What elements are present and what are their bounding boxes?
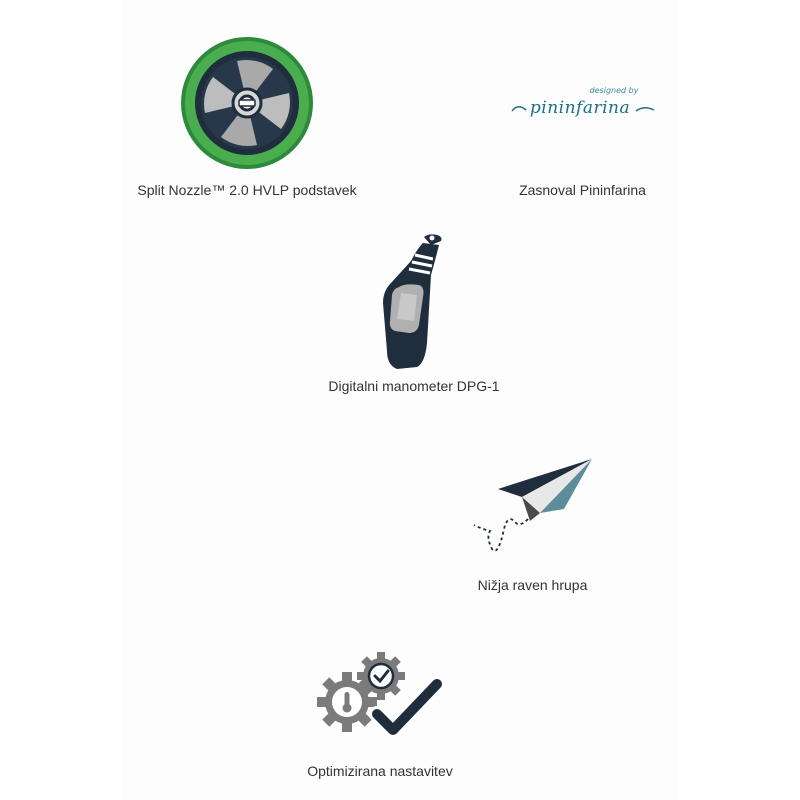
svg-text:pininfarina: pininfarina	[529, 97, 630, 118]
svg-text:designed by: designed by	[589, 85, 638, 95]
pininfarina-logo	[470, 30, 695, 175]
feature-label: Nižja raven hrupa	[477, 577, 588, 593]
feature-split-nozzle	[122, 30, 372, 199]
gears-check-icon	[255, 644, 505, 744]
feature-label: Optimizirana nastavitev	[307, 763, 453, 779]
feature-label: Zasnoval Pininfarina	[519, 182, 646, 198]
feature-pininfarina	[470, 30, 695, 199]
digital-gauge-icon	[289, 228, 539, 373]
feature-optimized-settings	[255, 644, 505, 780]
feature-digital-gauge	[289, 228, 539, 395]
feature-label: Split Nozzle™ 2.0 HVLP podstavek	[137, 182, 357, 198]
split-nozzle-icon	[122, 30, 372, 175]
paper-plane-icon	[420, 448, 645, 568]
feature-label: Digitalni manometer DPG-1	[328, 378, 500, 394]
feature-lower-noise	[420, 448, 645, 594]
